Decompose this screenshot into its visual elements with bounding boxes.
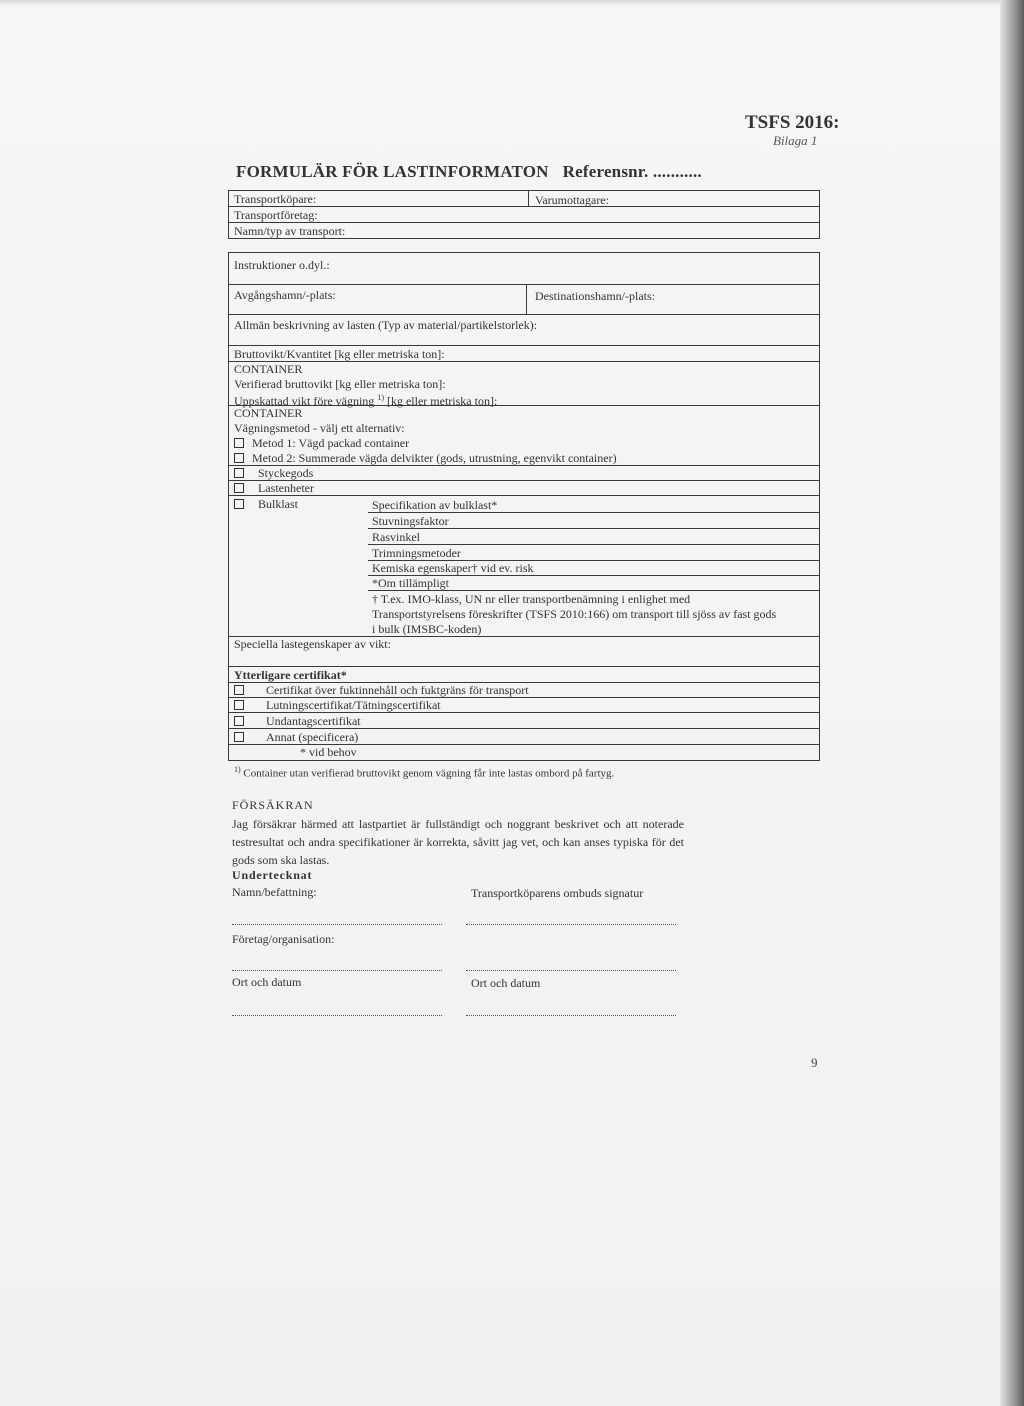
company-label: Företag/organisation: (232, 932, 335, 946)
name-title-label: Namn/befattning: (232, 885, 317, 899)
divider (228, 405, 820, 406)
verified-weight-label: Verifierad bruttovikt [kg eller metriska ton]: (234, 377, 446, 391)
certificate-label: Certifikat över fuktinnehåll och fuktgräns för transport (266, 683, 529, 697)
estimated-weight-text: Uppskattad vikt före vägning (234, 394, 375, 408)
bulk-spec-row: Stuvningsfaktor (372, 514, 449, 528)
bulk-spec-row: Specifikation av bulklast* (372, 498, 498, 512)
certificate-option[interactable] (234, 683, 529, 697)
form-title-text: FORMULÄR FÖR LASTINFORMATON (236, 162, 549, 181)
certificate-option[interactable] (234, 730, 358, 744)
break-bulk-option[interactable] (234, 466, 313, 480)
footnote-ref: 1) (377, 393, 384, 402)
method2-label: Metod 2: Summerade vägda delvikter (gods, utrustning, egenvikt container) (252, 451, 617, 465)
destination-port-label: Destinationshamn/-plats: (535, 289, 655, 303)
divider (228, 495, 820, 496)
page-number: 9 (811, 1055, 818, 1070)
general-description-label: Allmän beskrivning av lasten (Typ av material/partikelstorlek): (234, 318, 538, 332)
units-label: Lastenheter (258, 481, 314, 495)
certificate-label: Lutningscertifikat/Tätningscertifikat (266, 698, 441, 712)
page-right-edge-shadow (1000, 0, 1024, 1406)
footnote-marker: 1) (234, 765, 241, 774)
page-top-edge (0, 0, 1024, 6)
reference-number: Referensnr. ........... (562, 162, 702, 181)
carrier-field-label: Transportföretag: (234, 208, 318, 222)
divider (228, 361, 820, 362)
method1-label: Metod 1: Vägd packad container (252, 436, 410, 450)
bulk-label: Bulklast (258, 497, 299, 511)
weighing-method-label: Vägningsmetod - välj ett alternativ: (234, 421, 405, 435)
divider (368, 528, 820, 529)
consignee-field-label: Varumottagare: (535, 193, 609, 207)
certificate-option[interactable] (234, 714, 361, 728)
break-bulk-checkbox[interactable] (234, 468, 244, 478)
divider (526, 284, 527, 314)
footnote-text: Container utan verifierad bruttovikt genom vägning får inte lastas ombord på fartyg. (243, 767, 615, 780)
divider (228, 728, 820, 729)
place-date-label-1: Ort och datum (232, 975, 302, 989)
instructions-field-label: Instruktioner o.dyl.: (234, 258, 330, 272)
certificate-label: Undantagscertifikat (266, 714, 361, 728)
declaration-text: Jag försäkrar härmed att lastpartiet är fullständigt och noggrant beskrivet och att noterade testresultat och andra specifikationer är korrekta, såvitt jag vet, och kan anses typiska för det gods som ska lastas. (232, 817, 684, 867)
name-title-field[interactable] (232, 924, 442, 925)
break-bulk-label: Styckegods (258, 466, 314, 480)
divider (368, 590, 820, 591)
divider (368, 512, 820, 513)
divider (368, 544, 820, 545)
bulk-note-line: Transportstyrelsens föreskrifter (TSFS 2010:166) om transport till sjöss av fast gods (372, 607, 777, 621)
container-heading-1: CONTAINER (234, 362, 303, 376)
gross-weight-label: Bruttovikt/Kvantitet [kg eller metriska ton]: (234, 347, 445, 361)
special-properties-label: Speciella lastegenskaper av vikt: (234, 637, 391, 651)
method2-option[interactable] (234, 451, 617, 465)
estimated-weight-unit: [kg eller metriska ton]: (386, 394, 498, 408)
certificate-checkbox[interactable] (234, 700, 244, 710)
divider (528, 190, 529, 206)
certificate-option[interactable] (234, 698, 441, 712)
bulk-note-line: † T.ex. IMO-klass, UN nr eller transportbenämning i enlighet med (372, 592, 691, 606)
units-checkbox[interactable] (234, 483, 244, 493)
divider (228, 712, 820, 713)
divider (228, 666, 820, 667)
place-date-label-2: Ort och datum (471, 976, 541, 990)
company-field[interactable] (232, 970, 442, 971)
container-heading-2: CONTAINER (234, 406, 303, 420)
declaration-heading: FÖRSÄKRAN (232, 798, 314, 812)
divider (228, 222, 820, 223)
divider (228, 465, 820, 466)
agent-signature-field[interactable] (466, 924, 676, 925)
method1-checkbox[interactable] (234, 438, 244, 448)
bulk-spec-row: Trimningsmetoder (372, 546, 461, 560)
bulk-note-line: i bulk (IMSBC-koden) (372, 622, 482, 636)
agent-signature-label: Transportköparens ombuds signatur (471, 886, 644, 900)
regulation-code: TSFS 2016: (745, 112, 840, 133)
form-title (236, 162, 702, 182)
place-date-field-1[interactable] (232, 1015, 442, 1016)
certificates-heading: Ytterligare certifikat* (234, 668, 347, 682)
bulk-option[interactable] (234, 497, 298, 511)
as-needed-note: * vid behov (300, 745, 357, 759)
divider (228, 284, 820, 285)
bulk-spec-row: *Om tillämpligt (372, 576, 449, 590)
certificate-checkbox[interactable] (234, 732, 244, 742)
signature-heading: Undertecknat (232, 868, 313, 882)
transport-name-field-label: Namn/typ av transport: (234, 224, 346, 238)
certificate-label: Annat (specificera) (266, 730, 359, 744)
place-date-field-2[interactable] (466, 1015, 676, 1016)
bulk-checkbox[interactable] (234, 499, 244, 509)
departure-port-label: Avgångshamn/-plats: (234, 288, 336, 302)
divider (228, 345, 820, 346)
certificate-checkbox[interactable] (234, 685, 244, 695)
divider (228, 206, 820, 207)
annex-label: Bilaga 1 (773, 133, 818, 148)
divider (228, 314, 820, 315)
footnote (234, 765, 614, 780)
divider (228, 480, 820, 481)
buyer-field-label: Transportköpare: (234, 192, 317, 206)
agent-company-field[interactable] (466, 970, 676, 971)
bulk-spec-row: Rasvinkel (372, 530, 420, 544)
method1-option[interactable] (234, 436, 409, 450)
method2-checkbox[interactable] (234, 453, 244, 463)
bulk-spec-row: Kemiska egenskaper† vid ev. risk (372, 561, 534, 575)
units-option[interactable] (234, 481, 314, 495)
certificate-checkbox[interactable] (234, 716, 244, 726)
